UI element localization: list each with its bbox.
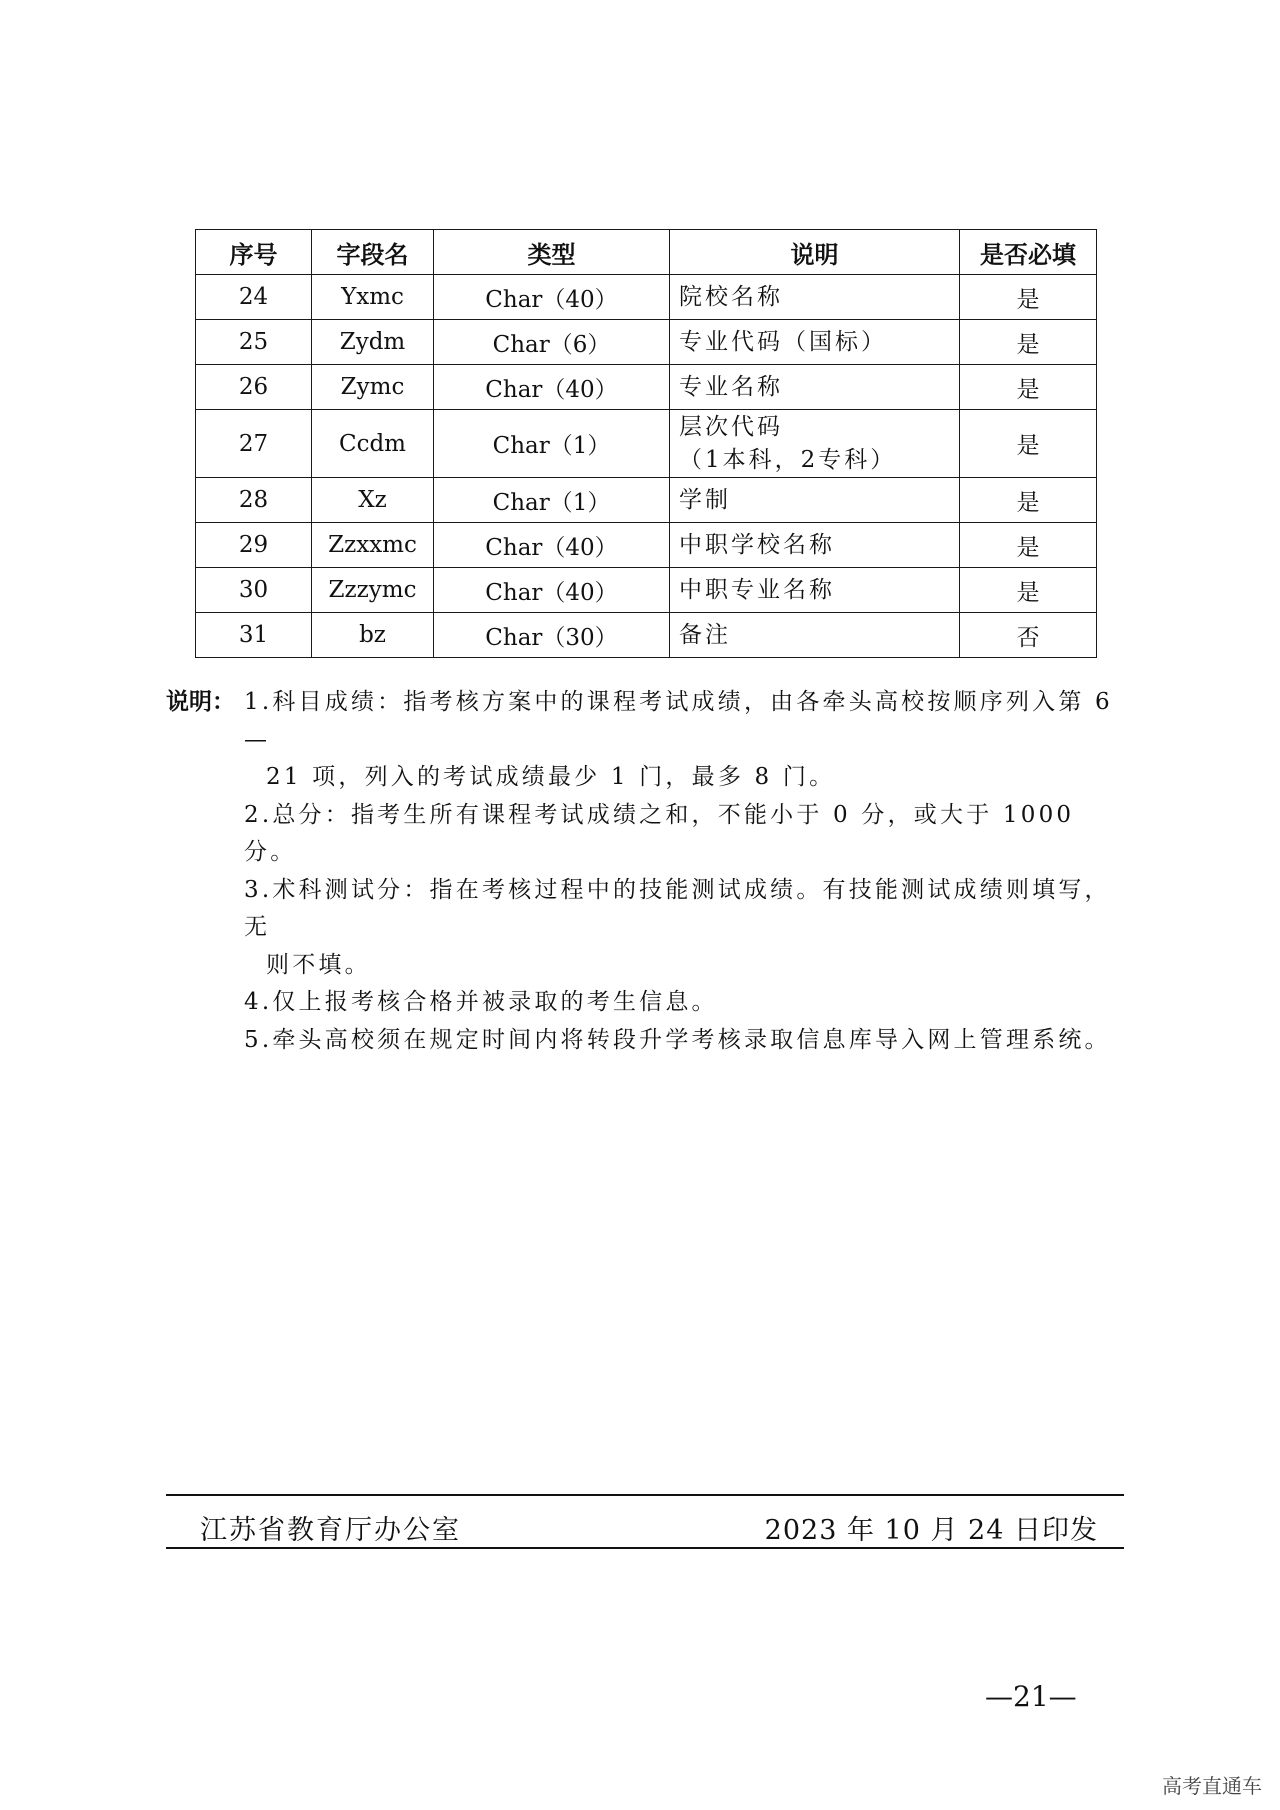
cell-field: Zzzymc bbox=[312, 568, 434, 613]
footer-bottom-rule bbox=[166, 1547, 1124, 1549]
cell-no: 30 bbox=[196, 568, 312, 613]
cell-type: Char（1） bbox=[434, 410, 670, 478]
header-no: 序号 bbox=[196, 230, 312, 275]
cell-type: Char（40） bbox=[434, 523, 670, 568]
cell-field: Xz bbox=[312, 478, 434, 523]
cell-no: 25 bbox=[196, 320, 312, 365]
cell-field: Zzxxmc bbox=[312, 523, 434, 568]
table-row bbox=[196, 568, 1097, 613]
cell-no: 31 bbox=[196, 613, 312, 658]
cell-desc bbox=[670, 410, 960, 478]
header-required: 是否必填 bbox=[960, 230, 1097, 275]
note-item bbox=[266, 947, 1126, 985]
cell-required: 是 bbox=[960, 568, 1097, 613]
cell-field: Ccdm bbox=[312, 410, 434, 478]
issuer: 江苏省教育厅办公室 bbox=[200, 1515, 461, 1546]
header-type: 类型 bbox=[434, 230, 670, 275]
cell-required: 否 bbox=[960, 613, 1097, 658]
note-item bbox=[166, 872, 1126, 947]
note-line: 5.牵头高校须在规定时间内将转段升学考核录取信息库导入网上管理系统。 bbox=[244, 1026, 1111, 1053]
table-row bbox=[196, 365, 1097, 410]
cell-field: Zydm bbox=[312, 320, 434, 365]
header-field: 字段名 bbox=[312, 230, 434, 275]
note-line: 3.术科测试分：指在考核过程中的技能测试成绩。有技能测试成绩则填写，无 bbox=[244, 876, 1111, 940]
table-header-row bbox=[196, 230, 1097, 275]
issue-date: 2023 年 10 月 24 日印发 bbox=[764, 1515, 1098, 1546]
cell-type: Char（40） bbox=[434, 275, 670, 320]
cell-field: Yxmc bbox=[312, 275, 434, 320]
field-table bbox=[195, 229, 1097, 658]
cell-no: 28 bbox=[196, 478, 312, 523]
note-item bbox=[166, 1022, 1126, 1060]
cell-type: Char（30） bbox=[434, 613, 670, 658]
cell-required: 是 bbox=[960, 275, 1097, 320]
cell-desc: 专业名称 bbox=[670, 365, 960, 410]
note-line: 2.总分：指考生所有课程考试成绩之和，不能小于 0 分，或大于 1000 分。 bbox=[244, 801, 1075, 865]
table-row bbox=[196, 320, 1097, 365]
watermark: 高考直通车 bbox=[1162, 1774, 1262, 1798]
cell-field: bz bbox=[312, 613, 434, 658]
note-item bbox=[166, 684, 1126, 759]
table-row bbox=[196, 523, 1097, 568]
table-row bbox=[196, 613, 1097, 658]
note-item bbox=[266, 759, 1126, 797]
cell-desc: 备注 bbox=[670, 613, 960, 658]
cell-no: 26 bbox=[196, 365, 312, 410]
page-number: —21— bbox=[985, 1680, 1077, 1713]
cell-desc-line: （1本科，2专科） bbox=[679, 446, 897, 473]
cell-field: Zymc bbox=[312, 365, 434, 410]
cell-desc-line: 层次代码 bbox=[679, 413, 783, 440]
note-line: 4.仅上报考核合格并被录取的考生信息。 bbox=[244, 989, 718, 1015]
notes-section bbox=[166, 684, 1126, 1059]
note-item bbox=[166, 797, 1126, 872]
note-line: 则不填。 bbox=[266, 951, 371, 978]
cell-type: Char（40） bbox=[434, 568, 670, 613]
note-line: 1.科目成绩：指考核方案中的课程考试成绩，由各牵头高校按顺序列入第 6— bbox=[244, 689, 1113, 753]
cell-desc: 中职学校名称 bbox=[670, 523, 960, 568]
cell-required: 是 bbox=[960, 320, 1097, 365]
cell-no: 29 bbox=[196, 523, 312, 568]
cell-desc: 专业代码（国标） bbox=[670, 320, 960, 365]
note-item bbox=[166, 984, 1126, 1022]
notes-heading: 说明： bbox=[166, 689, 235, 715]
table-row bbox=[196, 410, 1097, 478]
cell-no: 24 bbox=[196, 275, 312, 320]
cell-required: 是 bbox=[960, 410, 1097, 478]
table-row bbox=[196, 275, 1097, 320]
cell-desc: 院校名称 bbox=[670, 275, 960, 320]
cell-type: Char（1） bbox=[434, 478, 670, 523]
cell-type: Char（6） bbox=[434, 320, 670, 365]
cell-no: 27 bbox=[196, 410, 312, 478]
cell-required: 是 bbox=[960, 523, 1097, 568]
cell-type: Char（40） bbox=[434, 365, 670, 410]
header-desc: 说明 bbox=[670, 230, 960, 275]
cell-required: 是 bbox=[960, 365, 1097, 410]
cell-desc: 中职专业名称 bbox=[670, 568, 960, 613]
table-row bbox=[196, 478, 1097, 523]
cell-required: 是 bbox=[960, 478, 1097, 523]
note-line: 21 项，列入的考试成绩最少 1 门，最多 8 门。 bbox=[266, 764, 836, 790]
footer-top-rule bbox=[166, 1494, 1124, 1496]
cell-desc: 学制 bbox=[670, 478, 960, 523]
